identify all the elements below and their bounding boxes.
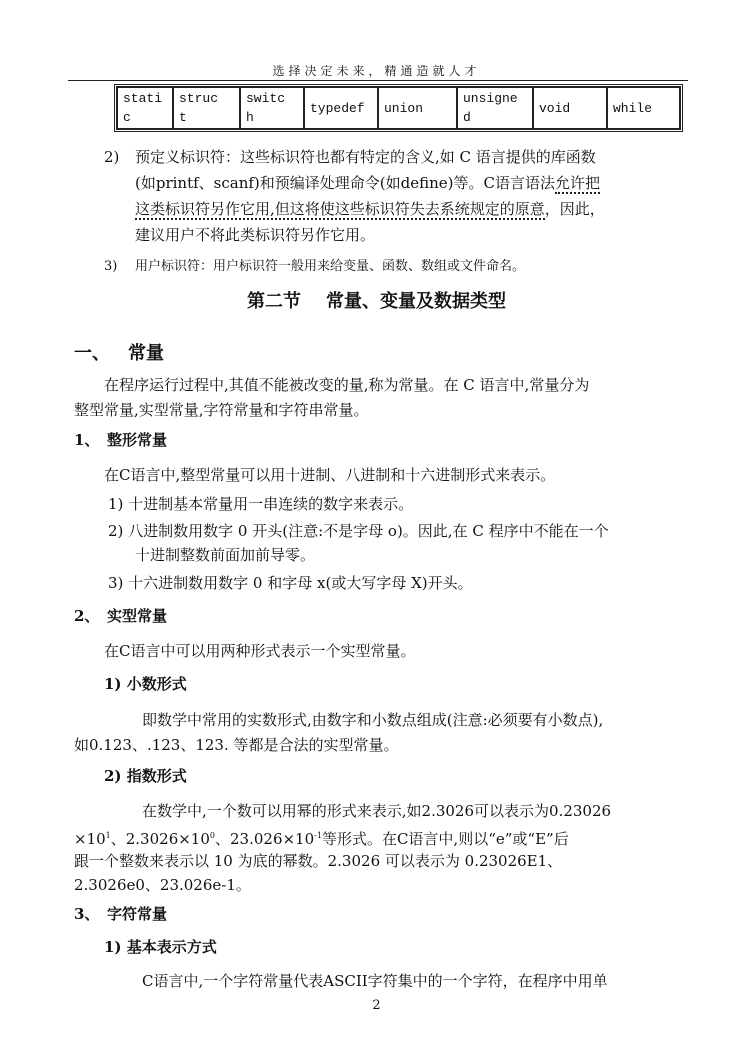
sub-subsection-title: 1) 基本表示方式: [104, 938, 217, 956]
paragraph-line: 整型常量,实型常量,字符常量和字符串常量。: [74, 401, 369, 419]
table-cell: void: [533, 87, 607, 129]
table-cell: union: [378, 87, 457, 129]
text-run: (如printf、scanf)和预编译处理命令(如define)等。C语言语法: [135, 174, 555, 192]
superscript: 0: [209, 831, 215, 840]
text-run: 等形式。在C语言中,则以“e”或“E”后: [321, 830, 569, 848]
table-cell: unsigne d: [457, 87, 533, 129]
paragraph-line: 预定义标识符：这些标识符也都有特定的含义,如 C 语言提供的库函数: [135, 148, 596, 166]
paragraph-line: 用户标识符：用户标识符一般用来给变量、函数、数组或文件命名。: [135, 259, 526, 274]
subsection-title: 实型常量: [107, 607, 168, 625]
subsection-number: 2、: [74, 607, 100, 625]
list-item: 1) 十进制基本常量用一串连续的数字来表示。: [108, 495, 414, 513]
table-cell: struc t: [173, 87, 240, 129]
paragraph-line: 跟一个整数来表示以 10 为底的幂数。2.3026 可以表示为 0.23026E1、: [74, 852, 563, 870]
page-number: 2: [372, 998, 381, 1013]
list-item: 2) 八进制数用数字 0 开头(注意:不是字母 o)。因此,在 C 程序中不能在一个: [108, 522, 609, 540]
paragraph-line: 如0.123、.123、123. 等都是合法的实型常量。: [74, 736, 399, 754]
subsection-title: 字符常量: [107, 905, 168, 923]
text-run-dotted: 允许把: [554, 174, 600, 192]
paragraph-line: 在C语言中可以用两种形式表示一个实型常量。: [104, 642, 416, 660]
text-run: ×10: [74, 830, 106, 848]
paragraph-line: C语言中,一个字符常量代表ASCII字符集中的一个字符，在程序中用单: [142, 972, 608, 990]
table-cell: while: [607, 87, 680, 129]
text-run: ，因此，: [544, 200, 605, 218]
superscript: 1: [105, 831, 111, 840]
text-run: 、23.026×10: [215, 830, 315, 848]
superscript: -1: [314, 831, 322, 840]
paragraph-line: 2.3026e0、23.026e-1。: [74, 876, 251, 894]
header-rule: [68, 80, 688, 81]
list-item: 3) 十六进制数用数字 0 和字母 x(或大写字母 X)开头。: [108, 574, 473, 592]
table-cell: switc h: [240, 87, 304, 129]
text-run: 、2.3026×10: [110, 830, 210, 848]
list-number: 2): [104, 148, 120, 166]
subsection-number: 1、: [74, 431, 100, 449]
paragraph-line: [135, 170, 600, 196]
paragraph-line: 在C语言中,整型常量可以用十进制、八进制和十六进制形式来表示。: [104, 466, 556, 484]
text-run-dotted: 这类标识符另作它用,但这将使这些标识符失去系统规定的原意: [135, 200, 545, 218]
keyword-table: [114, 84, 683, 132]
subsection-number: 3、: [74, 905, 100, 923]
paragraph-line: 即数学中常用的实数形式,由数字和小数点组成(注意:必须要有小数点),: [142, 711, 604, 729]
paragraph-line: 在程序运行过程中,其值不能被改变的量,称为常量。在 C 语言中,常量分为: [104, 376, 590, 394]
table-cell: stati c: [117, 87, 173, 129]
part-number: 一、: [74, 343, 110, 364]
sub-subsection-title: 2) 指数形式: [104, 767, 187, 785]
paragraph-line: [135, 196, 605, 222]
list-number: 3): [104, 259, 118, 274]
table-cell: typedef: [304, 87, 378, 129]
part-title: 常量: [128, 343, 164, 364]
page-header-slogan: 选择决定未来，精通造就人才: [272, 64, 481, 78]
table-row: [117, 87, 680, 129]
section-title: 第二节 常量、变量及数据类型: [246, 291, 507, 312]
list-item-continued: 十进制整数前面加前导零。: [135, 546, 316, 564]
subsection-title: 整形常量: [107, 431, 168, 449]
paragraph-line: 在数学中,一个数可以用幂的形式来表示,如2.3026可以表示为0.23026: [142, 802, 612, 820]
sub-subsection-title: 1) 小数形式: [104, 675, 187, 693]
paragraph-line: 建议用户不将此类标识符另作它用。: [135, 226, 376, 244]
